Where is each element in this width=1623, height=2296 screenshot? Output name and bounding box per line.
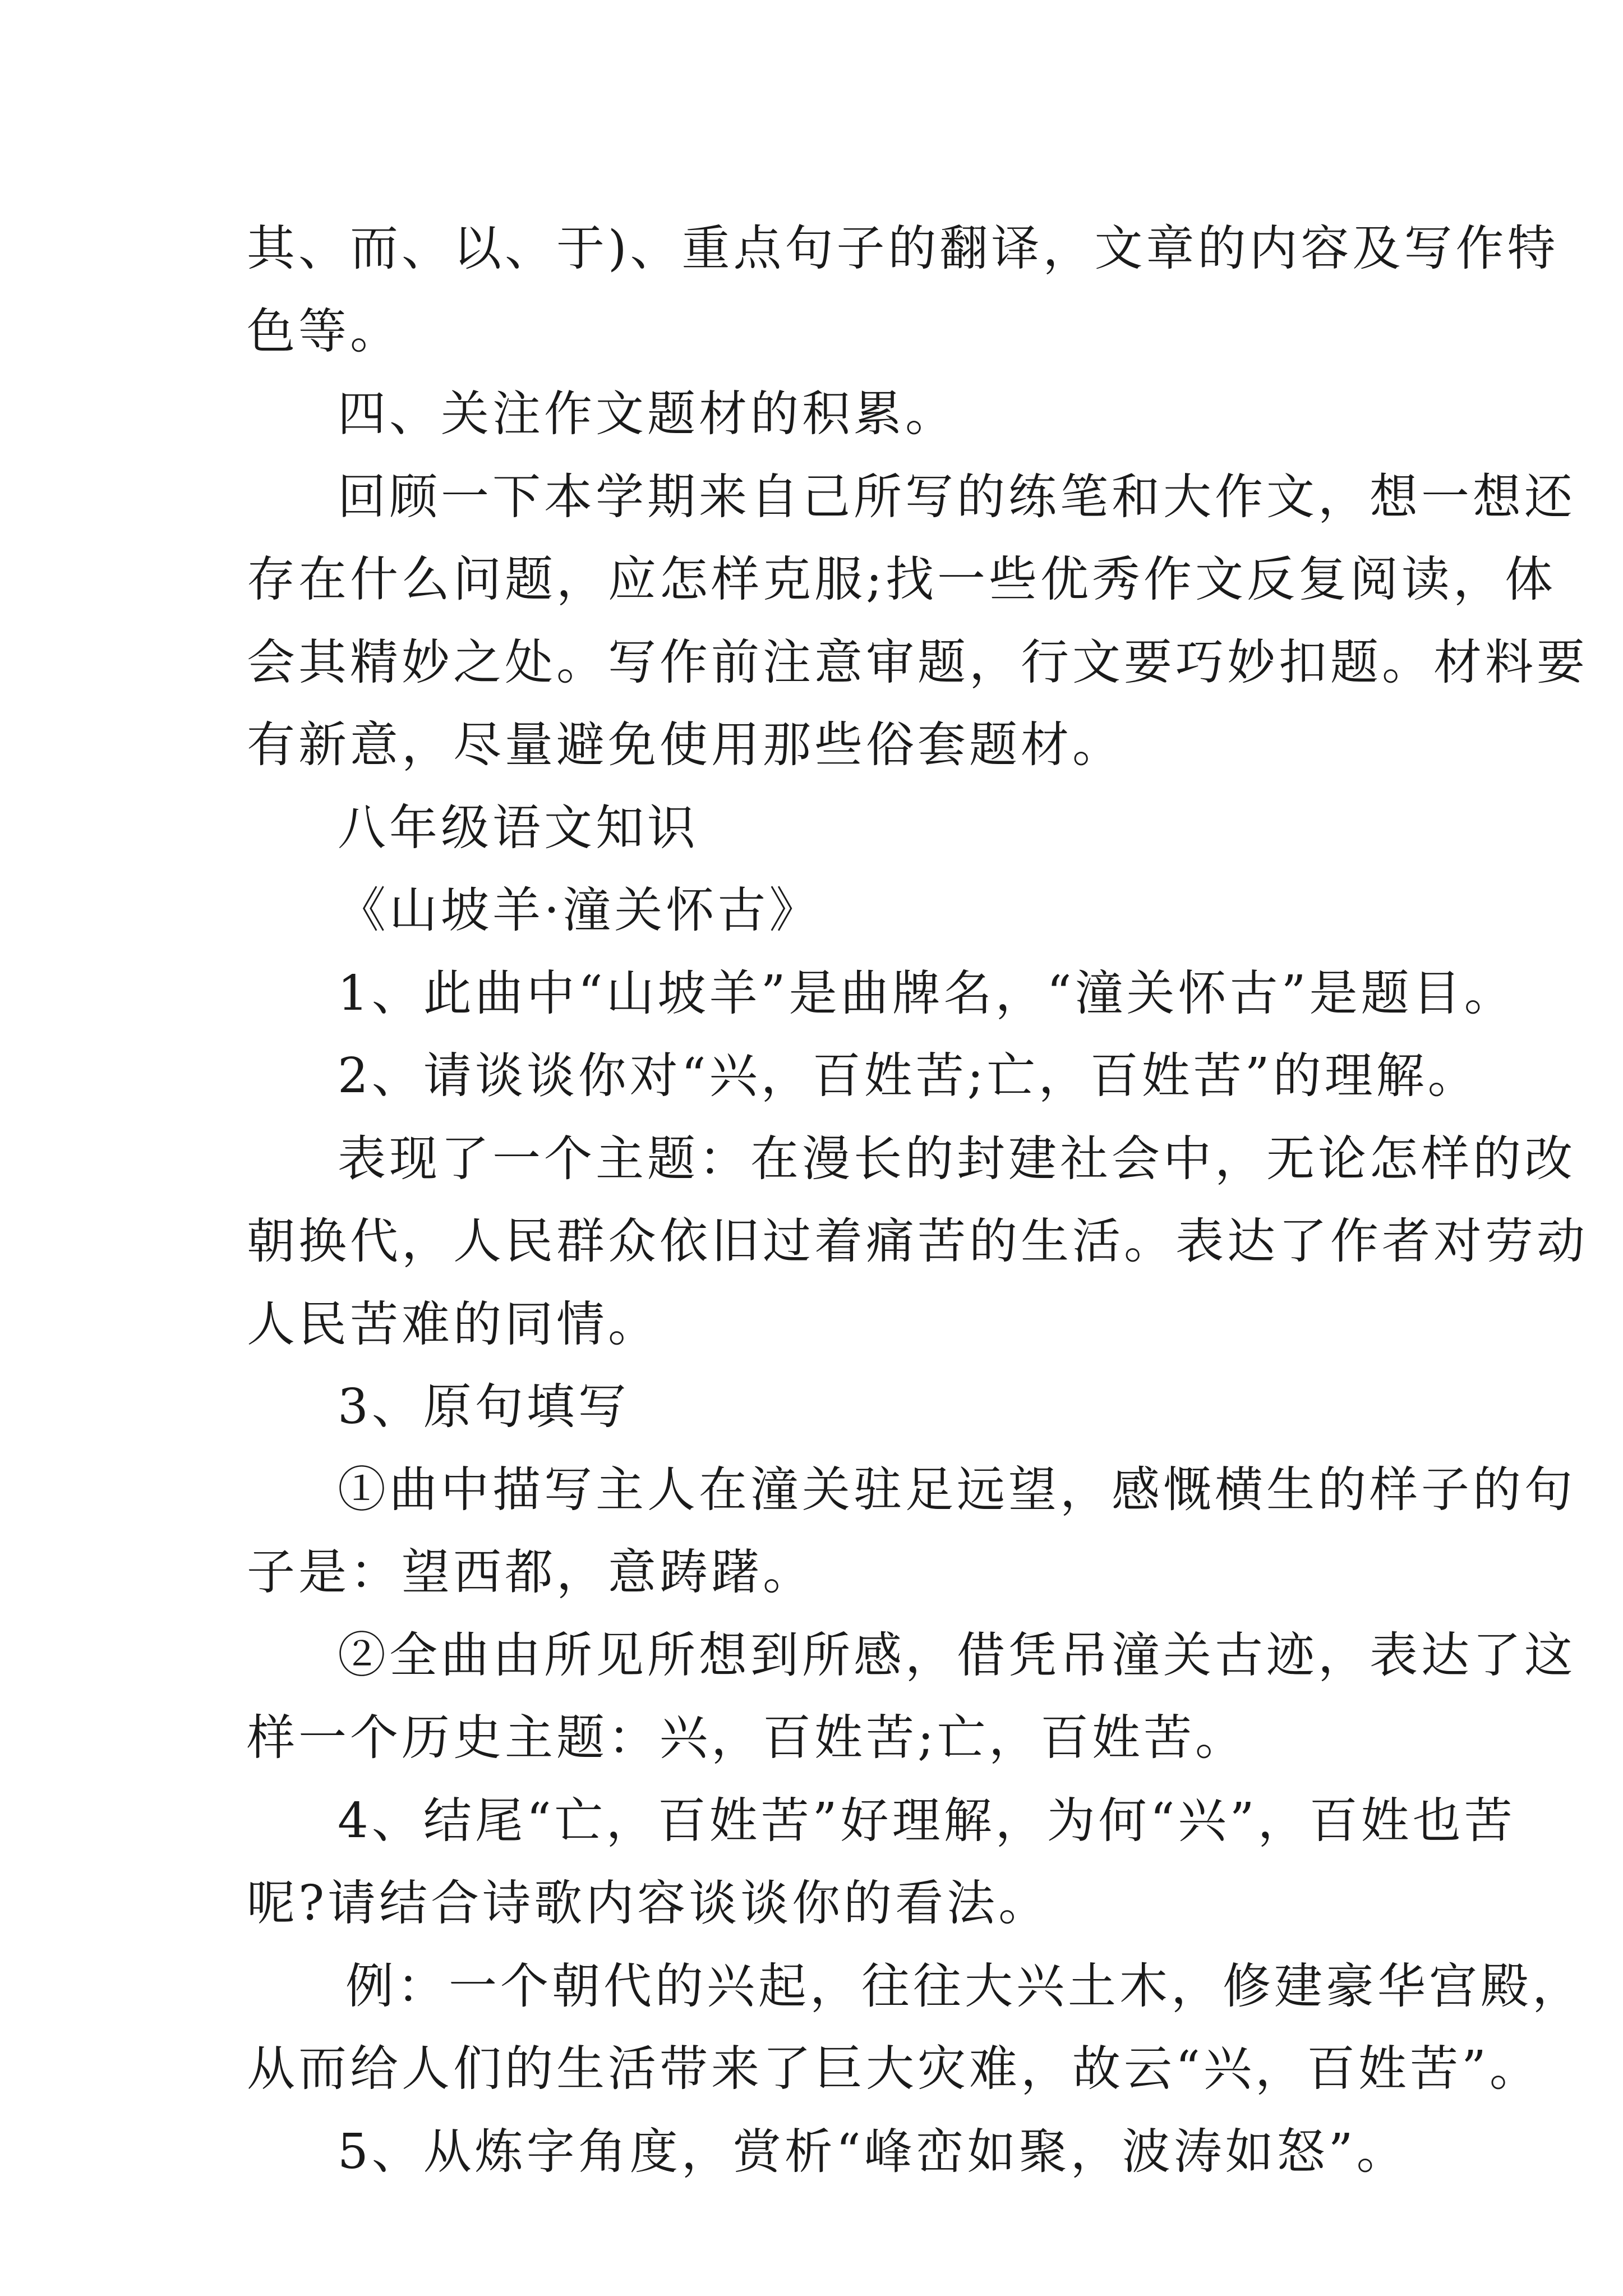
document-body: [247, 208, 1588, 2193]
text-line: 有新意，尽量避免使用那些俗套题材。: [247, 717, 1124, 773]
poem-title: 《山坡羊·潼关怀古》: [338, 882, 821, 938]
text-line: 色等。: [247, 303, 402, 360]
text-line: 其、而、以、于)、重点句子的翻译，文章的内容及写作特: [247, 220, 1559, 277]
answer-line: 人民苦难的同情。: [247, 1296, 660, 1352]
answer-line: ②全曲由所见所想到所感，借凭吊潼关古迹，表达了这: [338, 1627, 1576, 1683]
answer-line: 朝换代，人民群众依旧过着痛苦的生活。表达了作者对劳动: [247, 1213, 1588, 1269]
text-line: 回顾一下本学期来自己所写的练笔和大作文，想一想还: [338, 468, 1576, 525]
question-item: 5、从炼字角度，赏析“峰峦如聚，波涛如怒”。: [338, 2123, 1408, 2180]
question-item: 呢?请结合诗歌内容谈谈你的看法。: [247, 1875, 1050, 1931]
section-heading: 四、关注作文题材的积累。: [338, 386, 957, 442]
section-title: 八年级语文知识: [338, 799, 699, 856]
question-item: 1、此曲中“山坡羊”是曲牌名，“潼关怀古”是题目。: [338, 965, 1516, 1022]
question-item: 2、请谈谈你对“兴，百姓苦;亡，百姓苦”的理解。: [338, 1048, 1479, 1104]
answer-line: 样一个历史主题：兴，百姓苦;亡，百姓苦。: [247, 1710, 1247, 1766]
question-item: 4、结尾“亡，百姓苦”好理解，为何“兴”，百姓也苦: [338, 1792, 1516, 1849]
answer-line: 从而给人们的生活带来了巨大灾难，故云“兴，百姓苦”。: [247, 2041, 1541, 2097]
answer-line: ①曲中描写主人在潼关驻足远望，感慨横生的样子的句: [338, 1461, 1576, 1518]
answer-line: 子是：望西都，意踌躇。: [247, 1544, 814, 1600]
text-line: 会其精妙之处。写作前注意审题，行文要巧妙扣题。材料要: [247, 634, 1588, 691]
answer-line: 表现了一个主题：在漫长的封建社会中，无论怎样的改: [338, 1130, 1576, 1187]
question-item: 3、原句填写: [338, 1379, 630, 1435]
answer-line: 例：一个朝代的兴起，往往大兴土木，修建豪华宫殿，: [345, 1958, 1584, 2014]
text-line: 存在什么问题，应怎样克服;找一些优秀作文反复阅读，体: [247, 551, 1556, 608]
